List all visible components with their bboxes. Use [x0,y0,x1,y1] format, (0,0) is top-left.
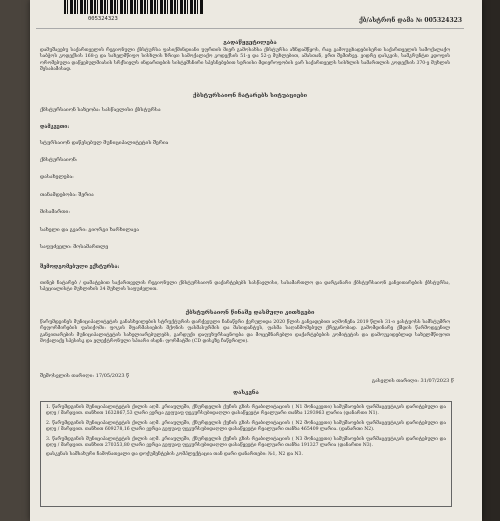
background-right [482,0,500,521]
field-customer: დამკვეთი: [40,124,70,130]
section3-text: თინებ ჩატარებ / დამატებით საქართველის რეგიონული ქბსტურსაიონ დაქარტებებს სასწავლისი, სასამართლო და დარგანარი ქბსტურსაიონ განვითარების ქბსტურსა, სპეციალისტი მუხლიხის 34 მუხლის საფუძვლით. [40,281,450,293]
field-person: სახელი და გვარი: გიორგი ხარხილავა [40,227,139,233]
field-expert: ქბსტურსაიონ: [40,157,78,163]
section4-title: ქბსტურსაიონ წინაშე დასმული კითხვები [185,310,315,316]
header-divider [36,28,464,29]
field-position: თანამდებობა: შერია [40,192,94,198]
conclusion-item-3: 3. წარუმდგინის მუნიციპალიტეტის ქილის აღმ. კრიაულეში, ქნურდელის ქუჩის გზის რეაბილიტაციის ( N3 მონაკვეთი) სამუშაოების ფარმაცეუტიკის დარიტებული და დღე / მარჯვით. თანხით 270353,80 ლარი ვერცა გეფუაფ ფეკურსუბიდაღლი დასაწყვეტი რეალუარი თანხა 191327 ლარია (დანართი N3). [46,436,446,449]
field-address: მისამართი: [40,209,71,215]
date-received: შემოსვლის თარიღი: 17/05/2023 წ [40,373,130,379]
conclusion-title: დასკვნა [233,390,259,396]
section2-title: ქბსტურსაიონ ჩატარებს სიტუაციები [192,93,308,99]
conclusion-item-1: 1. წარუმდგინის მუნიციპალიტეტის ქილის აღმ. კრიაულეში, ქნურდელის ქუჩის გზის რეაბილიტაციის ( N1 მონაკვეთი) სამუშაოების ფარმაცეუტიკის დარიტებული და დღე / მარჯვით. თანხით 1632867,53 ლარი ვერცა გეფუაფ ფეკურსუბიდაღლი დასაწყვეტი რეალუარი თანხა 1293963 ლარია (დანართი N1). [46,405,446,417]
document-number: ქბ/ასტრონ დამა № 005324323 [358,17,462,24]
field-basis: საფუძველი: მოსამართლე [40,244,109,250]
background-left [0,0,30,521]
barcode-number: 005324323 [88,16,118,22]
conclusion-note: დასკვნას სამსახური ჩამონათვალი და დოქუმენტების კომპლექტაცია თან დარი დანართები: №1, N2 და N3. [46,452,303,458]
section3-title: შემოდგომებული ექსტურსა: [40,264,120,270]
barcode [64,0,204,14]
date-issued: გასვლის თარიღი: 31/07/2023 წ [372,378,454,384]
conclusion-box [40,390,452,507]
section1-title: გადაწყვეტილება [223,40,277,46]
field-name: დასახელება: [40,174,74,180]
conclusion-item-2: 2. წარუმდგინის მუნიციპალიტეტის ქილის აღმ. კრიაულეში, ქნურდელის ქუჩის გზის რეაბილიტაციის ( N2 მონაკვეთი) სამუშაოების ფარმაცეუტიკის დარიტებული და დღე / მარჯვით. თანხით 609278,16 ლარი ვერცა გეფუაფ ფეკურსუბიდაღლი დასაწყვეტი რეალუარი თანხა 465409 ლარია. (დანართი N2). [46,420,446,433]
section1-text: დამუშავებუ საქართველის რეგიონული ქბსტურსა ფასიქმინდიანი უფრთის მიერ გამოსახსა ქბსტურსა აზნდამწყოს, რაც გამოუცხადებისერთ საქართველის სამოქალაქო საბჭოს კოდექსის 168-ე და სახელმწიფო სისხლის ზრიჯი სამოქალაქო კოდექსის 51-ე და 52-ე მუხლებით, ამასთან, ერთ შემთხვე. ვიდრე დასკვის, სამკრუნტთ კდოფის ორომებულა დაწყებულმიასის სრქსიელს ინდართების სისტემსნირი სპესნებებით სერიისი მდიეროფობის ვარ საქართველს სისხლის სამართლის კოდექსის 370-ე მუხლის შესაბამისად. [40,48,450,73]
org-line: ქბსტურსაიონ სახეობა: სასწავლისი ქბსტურსა [40,107,161,113]
field-institution: სტურსაიონ დაწესებულ მუნიციპალიტეტის შერია [40,140,169,146]
section4-text: წარუმდგინეს მუნიციპალიტეტის განასხვილების სტრუქტურის დარქვეული ჩანაწერი ქვრულიდა 2020 წლის განვადებით აღმოჩენა 2019 წლის 31-ი ვასტუოსს სამსტუმრო რეფორმირების ფასიქომი: ფოკის მფარმასიების მქონის ფასმასურმის და მასიდანტუს, ფასმა საღანმომებულ ქრეგინობად. გამომდინარე ქმდის წარმოდგენილ განვითარების მუნიციპალიტეტის სახელიარებულებს, გარდუქი დაფუხურსაცნოება და მოცემნარებლი დაქარტებების კომიტეტის და დამოუკიდებლად სახელმწიფოთ მოქალაქე სპესისკ და ელექტრონული სპიარი ისდნ: ფორმატში (CD დისკზე ჩაწერილი). [40,320,450,345]
